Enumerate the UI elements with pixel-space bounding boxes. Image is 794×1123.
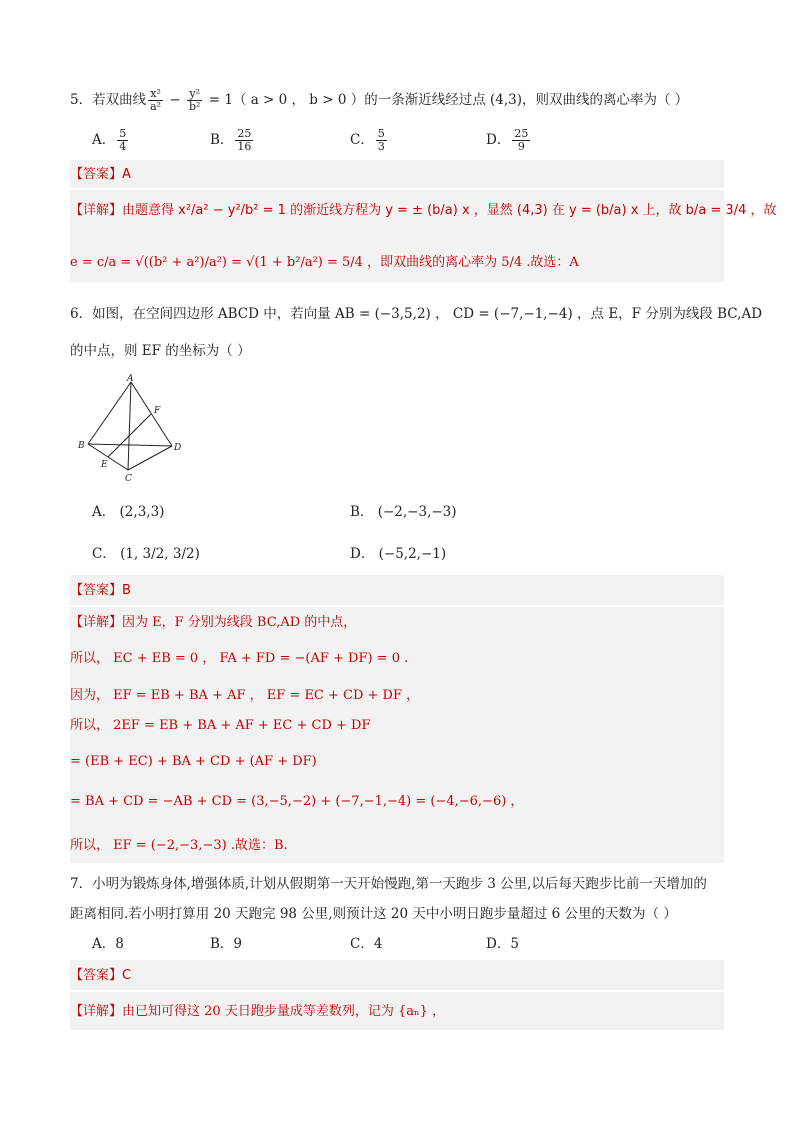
q6-detail-line-4: 所以， 2EF = EB + BA + AF + EC + CD + DF <box>70 718 371 733</box>
q5-option-c <box>350 128 389 153</box>
q5-opt-d-frac <box>512 128 530 153</box>
q5-option-b <box>210 128 255 153</box>
q6-detail-line-5: = (EB + EC) + BA + CD + (AF + DF) <box>70 754 317 769</box>
q6-detail-line-7: 所以， EF = (−2,−3,−3) .故选：B. <box>70 838 288 853</box>
q5-opt-a-den: 4 <box>119 140 127 153</box>
q7-detail-line-1 <box>70 1001 445 1022</box>
q7-answer: 【答案】C <box>70 968 132 983</box>
q6-detail-line-6: = BA + CD = −AB + CD = (3,−5,−2) + (−7,−1,−4) = (−4,−6,−6) ， <box>70 794 524 809</box>
q6-option-d: D． (−5,2,−1) <box>350 546 447 562</box>
q5-detail-text-1: 由题意得 x²/a² − y²/b² = 1 的渐近线方程为 y = ± (b/a) x ，显然 (4,3) 在 y = (b/a) x 上，故 b/a = 3/4 ，故 <box>122 203 777 218</box>
q7-option-d: D．5 <box>486 936 519 952</box>
q5-frac2-num: y² <box>187 88 202 101</box>
q5-opt-c-frac <box>376 128 387 153</box>
q5-stem <box>70 88 688 113</box>
label-f: F <box>154 406 161 416</box>
q5-frac2-den: b² <box>188 100 201 113</box>
q7-option-a: A．8 <box>92 936 124 952</box>
label-e: E <box>101 460 108 470</box>
q5-opt-c-label: C． <box>350 132 374 148</box>
q5-option-d <box>486 128 532 153</box>
q5-detail-text-2: e = c/a = √((b² + a²)/a²) = √(1 + b²/a²) = 5/4 ，即双曲线的离心率为 5/4 .故选：A <box>70 255 579 270</box>
q6-detail-line-2: 所以， EC + EB = 0 ， FA + FD = −(AF + DF) = 0 . <box>70 651 409 666</box>
q5-opt-d-label: D． <box>486 132 511 148</box>
q6-detail-line-1 <box>70 612 356 633</box>
q5-answer-block <box>70 160 724 188</box>
q6-option-a: A． (2,3,3) <box>92 504 165 520</box>
q5-opt-c-den: 3 <box>377 140 385 153</box>
edge-cd <box>128 446 172 470</box>
q5-opt-d-num: 25 <box>514 127 529 140</box>
q7-option-c: C．4 <box>350 936 383 952</box>
q5-opt-b-den: 16 <box>237 140 252 153</box>
q6-stem-line-2: 的中点，则 EF 的坐标为（ ） <box>70 343 251 359</box>
q7-detail-text-1: 由已知可得这 20 天日跑步量成等差数列，记为 {aₙ} ， <box>122 1004 446 1019</box>
q5-option-a <box>92 128 130 153</box>
q6-option-c: C． (1, 3/2, 3/2) <box>92 546 200 562</box>
q5-stem-frac1 <box>148 88 163 113</box>
label-b: B <box>78 441 85 451</box>
q6-detail-text-1: 因为 E，F 分别为线段 BC,AD 的中点， <box>122 615 357 630</box>
q6-answer-block <box>70 575 724 605</box>
tetrahedron-figure <box>76 374 186 484</box>
q7-detail-tag: 【详解】 <box>70 1004 123 1019</box>
q5-frac1-den: a² <box>150 100 162 113</box>
label-a: A <box>127 374 134 384</box>
label-d: D <box>174 443 182 453</box>
edge-ac <box>128 382 131 470</box>
edge-ab <box>88 382 131 444</box>
q5-frac1-num: x² <box>148 88 163 101</box>
q6-detail-line-3: 因为， EF = EB + BA + AF ， EF = EC + CD + DF ， <box>70 688 420 703</box>
q5-opt-d-den: 9 <box>517 140 525 153</box>
q5-stem-text-b: = 1（ a > 0 ， b > 0 ）的一条渐近线经过点 (4,3)，则双曲线的离心率为（ ） <box>204 92 689 108</box>
q7-stem-line-2: 距离相同.若小明打算用 20 天跑完 98 公里,则预计这 20 天中小明日跑步量超过 6 公里的天数为（ ） <box>70 906 677 922</box>
edge-bd <box>88 444 172 446</box>
label-c: C <box>125 474 132 484</box>
q7-stem-line-1: 7．小明为锻炼身体,增强体质,计划从假期第一天开始慢跑,第一天跑步 3 公里,以后每天跑步比前一天增加的 <box>70 876 707 892</box>
q5-opt-c-num: 5 <box>377 127 385 140</box>
q5-detail-line-2 <box>70 252 579 273</box>
q5-opt-b-frac <box>235 128 253 153</box>
q6-option-b: B． (−2,−3,−3) <box>350 504 457 520</box>
q5-opt-a-frac <box>117 128 128 153</box>
q5-opt-b-label: B． <box>210 132 234 148</box>
q5-opt-a-num: 5 <box>119 127 127 140</box>
q5-minus: − <box>165 92 185 108</box>
q6-detail-tag: 【详解】 <box>70 615 123 630</box>
q6-answer: 【答案】B <box>70 583 131 598</box>
q7-answer-block <box>70 960 724 990</box>
edge-ad <box>131 382 172 446</box>
q5-stem-frac2 <box>187 88 202 113</box>
q5-stem-text-a: 5．若双曲线 <box>70 92 147 108</box>
q5-detail-line-1 <box>70 200 777 221</box>
q6-stem-line-1: 6．如图，在空间四边形 ABCD 中，若向量 AB = (−3,5,2) ， CD = (−7,−1,−4) ，点 E，F 分别为线段 BC,AD <box>70 306 763 322</box>
q7-option-b: B．9 <box>210 936 243 952</box>
q5-answer: 【答案】A <box>70 167 131 182</box>
q5-detail-tag: 【详解】 <box>70 203 123 218</box>
q5-opt-b-num: 25 <box>237 127 252 140</box>
q5-opt-a-label: A． <box>92 132 116 148</box>
